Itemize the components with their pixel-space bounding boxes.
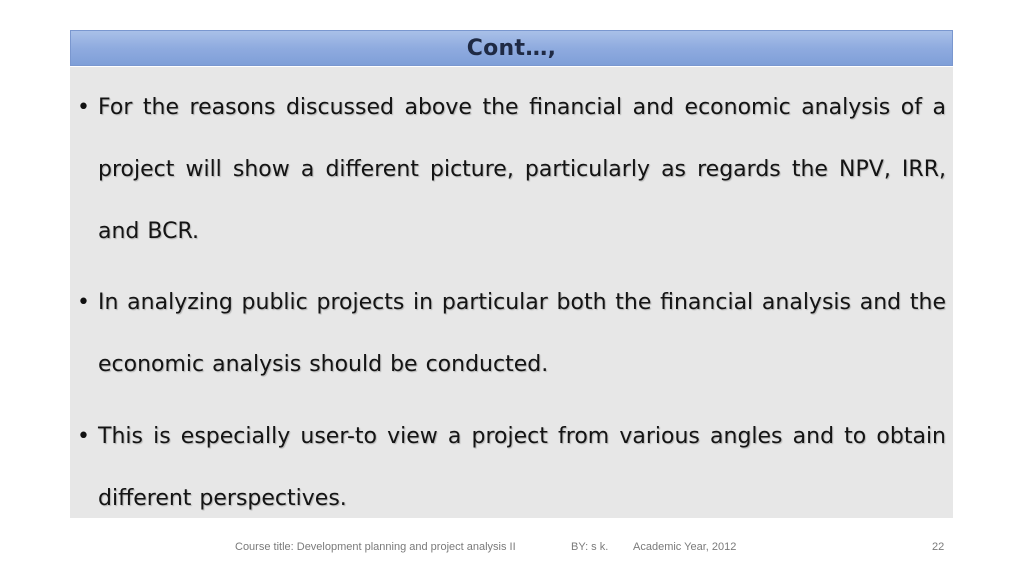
footer-page-number: 22 bbox=[932, 541, 945, 553]
slide-title: Cont…, bbox=[466, 35, 557, 61]
footer-author: BY: s k. bbox=[571, 541, 609, 553]
bullet-text: This is especially user-to view a project from various angles and to obtain different perspectives. bbox=[98, 424, 946, 511]
title-bar bbox=[70, 30, 953, 66]
bullet-text: For the reasons discussed above the financial and economic analysis of a project will show a different picture, particularly as regards the NPV, IRR, and BCR. bbox=[98, 95, 946, 244]
bullet-icon: • bbox=[77, 290, 90, 315]
footer-academic-year: Academic Year, 2012 bbox=[633, 541, 737, 553]
bullet-text: In analyzing public projects in particular both the financial analysis and the economic analysis should be conducted. bbox=[98, 290, 946, 377]
bullet-icon: • bbox=[77, 424, 90, 449]
content-box bbox=[70, 67, 953, 518]
footer-course-title: Course title: Development planning and project analysis II bbox=[235, 541, 516, 553]
bullet-icon: • bbox=[77, 95, 90, 120]
